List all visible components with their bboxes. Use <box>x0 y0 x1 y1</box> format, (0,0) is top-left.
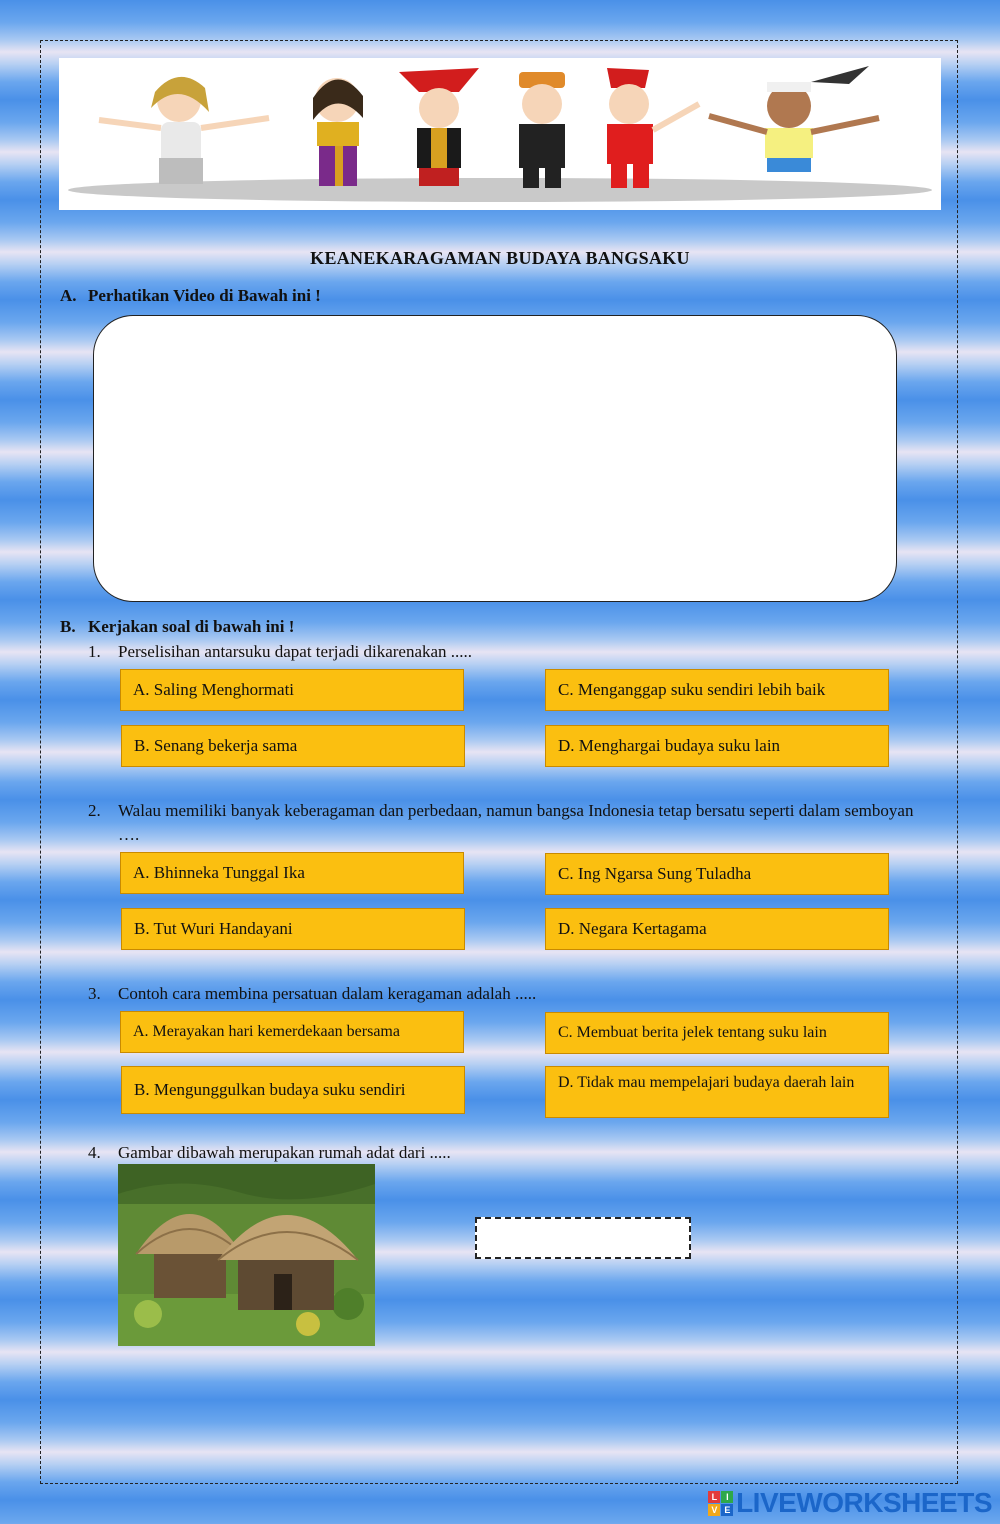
logo-letter: I <box>721 1491 733 1503</box>
q2-option-a[interactable]: A. Bhinneka Tunggal Ika <box>120 852 464 894</box>
question-number: 4. <box>88 1143 101 1162</box>
q1-option-b[interactable]: B. Senang bekerja sama <box>121 725 465 767</box>
logo-letter: L <box>708 1491 720 1503</box>
question-1 <box>88 640 918 664</box>
liveworksheets-brand-text: LIVEWORKSHEETS <box>736 1487 992 1518</box>
question-number: 3. <box>88 984 101 1003</box>
question-text: Contoh cara membina persatuan dalam keragaman adalah ..... <box>118 984 537 1003</box>
question-number: 1. <box>88 642 101 661</box>
section-b-heading <box>60 617 294 637</box>
question-3 <box>88 982 918 1006</box>
worksheet-title: KEANEKARAGAMAN BUDAYA BANGSAKU <box>310 248 690 268</box>
q2-option-c[interactable]: C. Ing Ngarsa Sung Tuladha <box>545 853 889 895</box>
q1-option-c[interactable]: C. Menganggap suku sendiri lebih baik <box>545 669 889 711</box>
liveworksheets-brand[interactable] <box>708 1486 992 1520</box>
q3-option-a[interactable]: A. Merayakan hari kemerdekaan bersama <box>120 1011 464 1053</box>
q2-option-b[interactable]: B. Tut Wuri Handayani <box>121 908 465 950</box>
section-a-label: Perhatikan Video di Bawah ini ! <box>88 286 321 305</box>
honai-house-image <box>118 1164 375 1346</box>
q1-option-a[interactable]: A. Saling Menghormati <box>120 669 464 711</box>
banner-children-costumes-image <box>59 58 941 210</box>
q3-option-d[interactable]: D. Tidak mau mempelajari budaya daerah lain <box>545 1066 889 1118</box>
question-2 <box>88 799 918 847</box>
video-player-area[interactable] <box>93 315 897 602</box>
question-number: 2. <box>88 801 101 820</box>
liveworksheets-logo-icon <box>708 1491 733 1516</box>
section-b-number: B. <box>60 617 76 636</box>
question-text: Walau memiliki banyak keberagaman dan perbedaan, namun bangsa Indonesia tetap bersatu seperti dalam semboyan …. <box>118 801 914 844</box>
question-4 <box>88 1141 918 1165</box>
answer-input-box[interactable] <box>475 1217 691 1259</box>
q3-option-b[interactable]: B. Mengunggulkan budaya suku sendiri <box>121 1066 465 1114</box>
question-text: Gambar dibawah merupakan rumah adat dari ..... <box>118 1143 451 1162</box>
logo-letter: E <box>721 1504 733 1516</box>
q1-option-d[interactable]: D. Menghargai budaya suku lain <box>545 725 889 767</box>
section-a-number: A. <box>60 286 77 305</box>
section-b-label: Kerjakan soal di bawah ini ! <box>88 617 295 636</box>
logo-letter: V <box>708 1504 720 1516</box>
q3-option-c[interactable]: C. Membuat berita jelek tentang suku lain <box>545 1012 889 1054</box>
question-text: Perselisihan antarsuku dapat terjadi dikarenakan ..... <box>118 642 473 661</box>
q2-option-d[interactable]: D. Negara Kertagama <box>545 908 889 950</box>
section-a-heading <box>60 286 321 306</box>
